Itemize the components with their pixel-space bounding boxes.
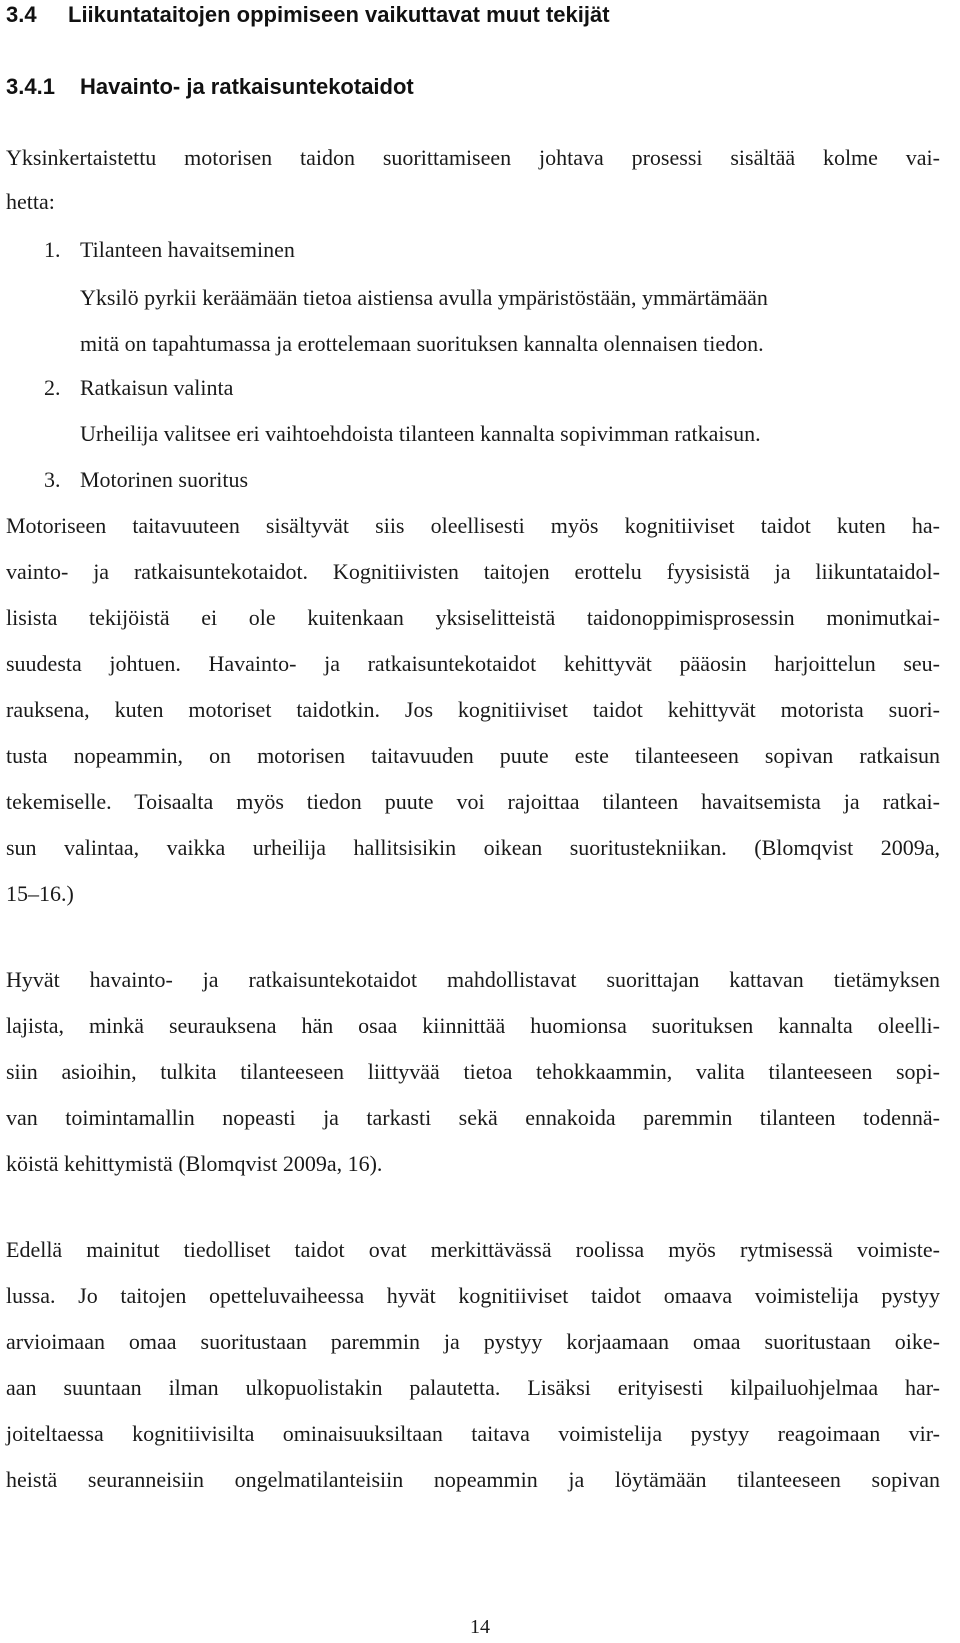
list-item-description: mitä on tapahtumassa ja erottelemaan suorituksen kannalta olennaisen tiedon. (80, 331, 764, 356)
paragraph-line: lussa. Jo taitojen opetteluvaiheessa hyvät kognitiiviset taidot omaava voimistelija pystyy (6, 1283, 940, 1308)
list-item-marker: 1. (44, 237, 61, 262)
paragraph-line: tusta nopeammin, on motorisen taitavuuden puute este tilanteeseen sopivan ratkaisun (6, 743, 940, 768)
page-number: 14 (470, 1616, 490, 1638)
subsection-number: 3.4.1 (6, 74, 55, 99)
paragraph-line: sun valintaa, vaikka urheilija hallitsisikin oikean suoritustekniikan. (Blomqvist 2009a, (6, 835, 940, 860)
paragraph-line: van toimintamallin nopeasti ja tarkasti sekä ennakoida paremmin tilanteen todennä- (6, 1105, 940, 1130)
paragraph-line: Motoriseen taitavuuteen sisältyvät siis oleellisesti myös kognitiiviset taidot kuten ha- (6, 513, 940, 538)
list-item-description: Yksilö pyrkii keräämään tietoa aistiensa avulla ympäristöstään, ymmärtämään (80, 285, 768, 310)
paragraph-line: Hyvät havainto- ja ratkaisuntekotaidot mahdollistavat suorittajan kattavan tietämyksen (6, 967, 940, 992)
paragraph-line: vainto- ja ratkaisuntekotaidot. Kognitiivisten taitojen erottelu fyysisistä ja liikuntataidol- (6, 559, 940, 584)
list-item-label: Motorinen suoritus (80, 467, 249, 492)
list-item-marker: 2. (44, 375, 61, 400)
list-item-label: Ratkaisun valinta (80, 375, 234, 400)
section-number: 3.4 (6, 2, 37, 27)
paragraph-line: joiteltaessa kognitiivisilta ominaisuuksiltaan taitava voimistelija pystyy reagoimaan vir- (6, 1421, 940, 1446)
paragraph-line: lajista, minkä seurauksena hän osaa kiinnittää huomionsa suorituksen kannalta oleelli- (6, 1013, 940, 1038)
subsection-heading (6, 74, 414, 100)
paragraph-line: köistä kehittymistä (Blomqvist 2009a, 16). (6, 1151, 383, 1176)
paragraph-line: aan suuntaan ilman ulkopuolistakin palautetta. Lisäksi erityisesti kilpailuohjelmaa har- (6, 1375, 940, 1400)
list-item-marker: 3. (44, 467, 61, 492)
list-item-description: Urheilija valitsee eri vaihtoehdoista tilanteen kannalta sopivimman ratkaisun. (80, 421, 761, 446)
paragraph-line: heistä seuranneisiin ongelmatilanteisiin nopeammin ja löytämään tilanteeseen sopivan (6, 1467, 940, 1492)
paragraph-line: Edellä mainitut tiedolliset taidot ovat merkittävässä roolissa myös rytmisessä voimiste- (6, 1237, 940, 1262)
intro-line: hetta: (6, 189, 55, 214)
section-heading (6, 2, 610, 28)
subsection-title: Havainto- ja ratkaisuntekotaidot (80, 74, 414, 99)
paragraph-line: rauksena, kuten motoriset taidotkin. Jos kognitiiviset taidot kehittyvät motorista suori- (6, 697, 940, 722)
paragraph-line: siin asioihin, tulkita tilanteeseen liittyvää tietoa tehokkaammin, valita tilanteeseen sopi- (6, 1059, 940, 1084)
paragraph-line: lisista tekijöistä ei ole kuitenkaan yksiselitteistä taidonoppimisprosessin monimutkai- (6, 605, 940, 630)
section-title: Liikuntataitojen oppimiseen vaikuttavat muut tekijät (68, 2, 610, 27)
list-item-label: Tilanteen havaitseminen (80, 237, 295, 262)
paragraph-line: tekemiselle. Toisaalta myös tiedon puute voi rajoittaa tilanteen havaitsemista ja ratkai- (6, 789, 940, 814)
paragraph-line: arvioimaan omaa suoritustaan paremmin ja pystyy korjaamaan omaa suoritustaan oike- (6, 1329, 940, 1354)
paragraph-line: suudesta johtuen. Havainto- ja ratkaisuntekotaidot kehittyvät pääosin harjoittelun seu- (6, 651, 940, 676)
paragraph-line: 15–16.) (6, 881, 74, 906)
intro-line: Yksinkertaistettu motorisen taidon suorittamiseen johtava prosessi sisältää kolme vai- (6, 145, 940, 170)
